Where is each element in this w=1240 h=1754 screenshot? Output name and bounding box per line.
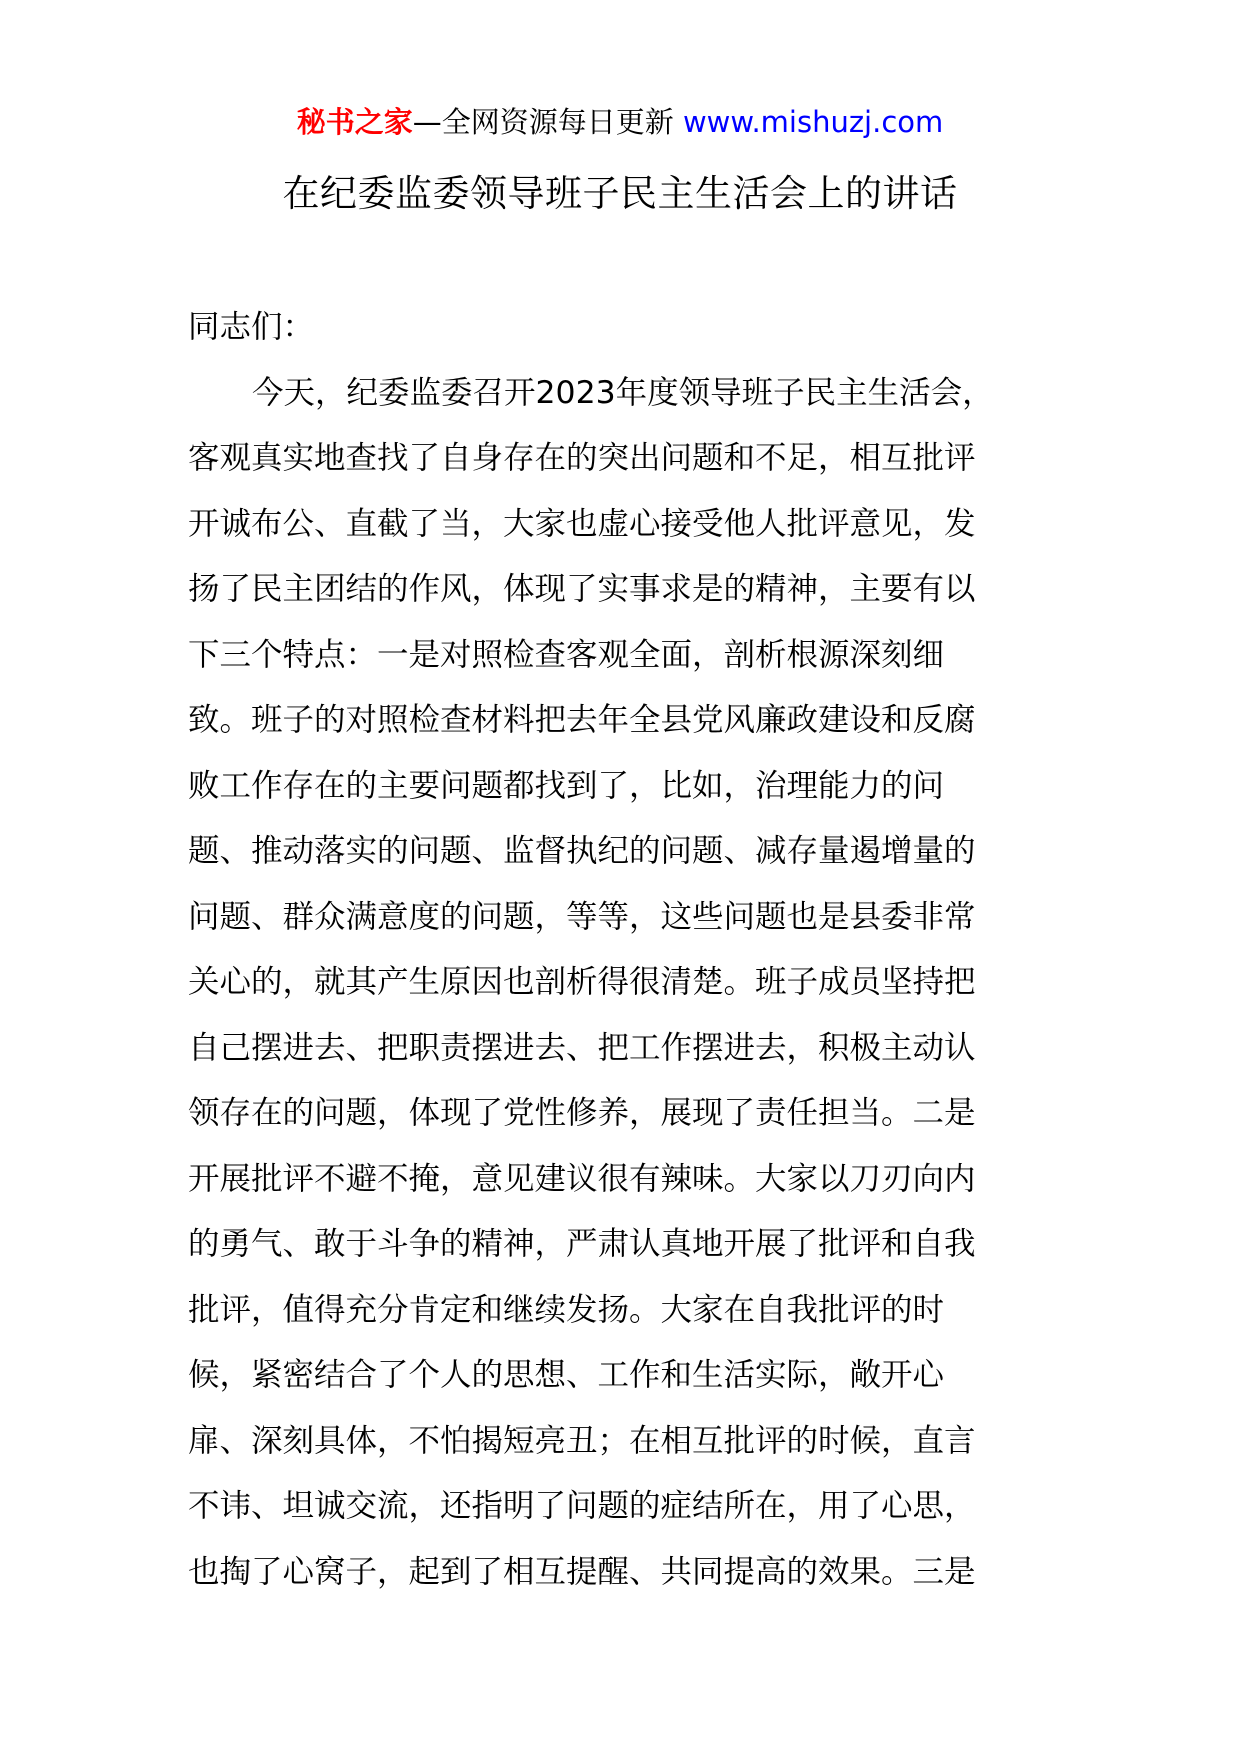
site-url-link[interactable]: www.mishuzj.com	[682, 105, 944, 139]
paragraph-line: 扬了民主团结的作风，体现了实事求是的精神，主要有以	[188, 571, 976, 607]
paragraph-line: 开诚布公、直截了当，大家也虚心接受他人批评意见，发	[188, 505, 976, 542]
paragraph-line: 扉、深刻具体，不怕揭短亮丑；在相互批评的时候，直言	[188, 1422, 976, 1459]
paragraph-line: 也掏了心窝子，起到了相互提醒、共同提高的效果。三是	[188, 1553, 976, 1590]
paragraph-line: 下三个特点：一是对照检查客观全面，剖析根源深刻细	[188, 636, 945, 673]
header-tagline: —全网资源每日更新	[412, 105, 674, 139]
document-title: 在纪委监委领导班子民主生活会上的讲话	[282, 172, 958, 215]
paragraph-line: 关心的，就其产生原因也剖析得很清楚。班子成员坚持把	[188, 964, 976, 1000]
paragraph-line: 今天，纪委监委召开2023年度领导班子民主生活会，	[252, 374, 994, 411]
paragraph-line: 领存在的问题，体现了党性修养，展现了责任担当。二是	[188, 1095, 976, 1131]
paragraph-line: 开展批评不避不掩，意见建议很有辣味。大家以刀刃向内	[188, 1160, 976, 1197]
brand-name: 秘书之家	[296, 105, 413, 139]
paragraph-line: 自己摆进去、把职责摆进去、把工作摆进去，积极主动认	[188, 1029, 976, 1066]
paragraph-line: 败工作存在的主要问题都找到了，比如，治理能力的问	[188, 767, 945, 804]
paragraph-line: 题、推动落实的问题、监督执纪的问题、减存量遏增量的	[188, 833, 976, 869]
document-body	[188, 295, 1056, 1605]
paragraph-line: 致。班子的对照检查材料把去年全县党风廉政建设和反腐	[188, 702, 976, 738]
site-header	[0, 102, 1240, 142]
salutation: 同志们：	[188, 309, 315, 345]
paragraph-line: 候，紧密结合了个人的思想、工作和生活实际，敞开心	[188, 1357, 945, 1393]
paragraph-line: 批评，值得充分肯定和继续发扬。大家在自我批评的时	[188, 1291, 945, 1328]
paragraph-line: 客观真实地查找了自身存在的突出问题和不足，相互批评	[188, 440, 976, 476]
paragraph-line: 的勇气、敢于斗争的精神，严肃认真地开展了批评和自我	[188, 1226, 976, 1262]
paragraph-line: 不讳、坦诚交流，还指明了问题的症结所在，用了心思，	[188, 1488, 976, 1524]
paragraph-line: 问题、群众满意度的问题，等等，这些问题也是县委非常	[188, 898, 976, 935]
